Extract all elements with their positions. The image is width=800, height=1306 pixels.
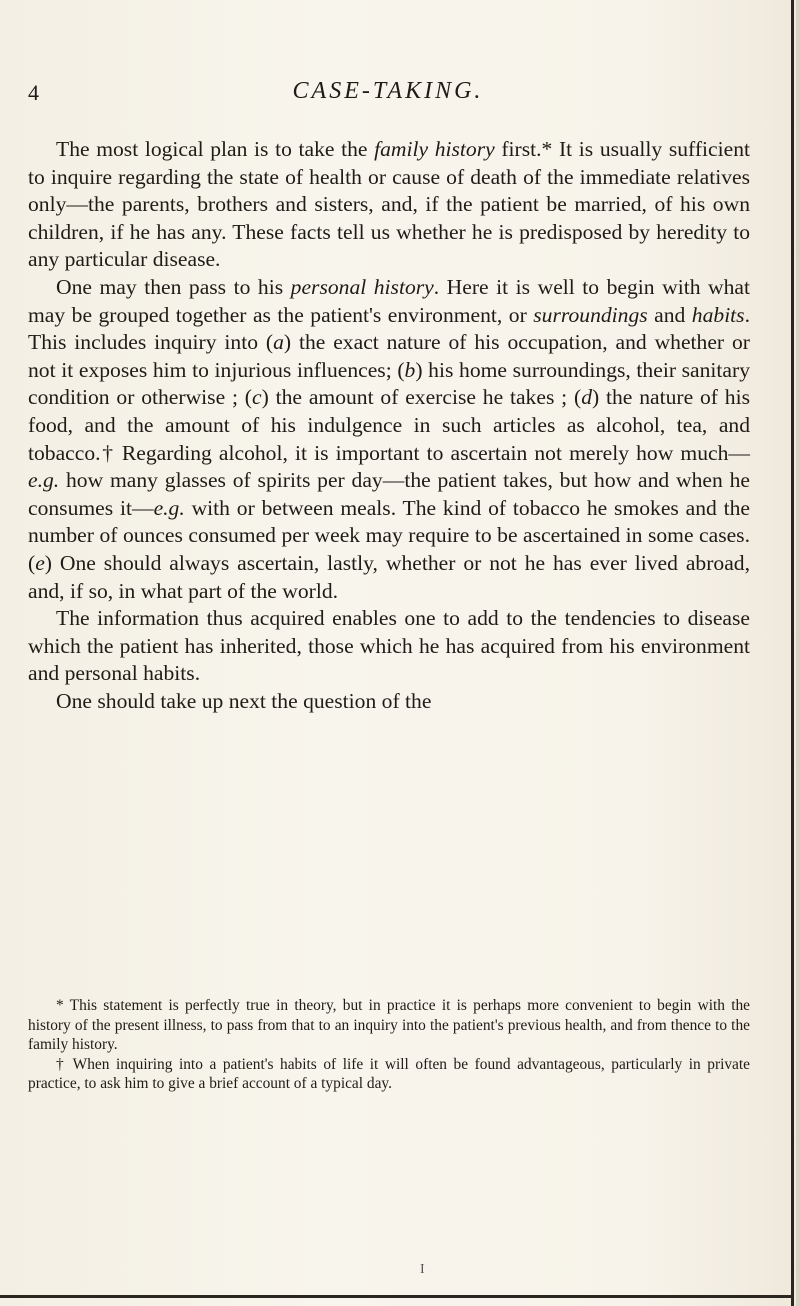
italic-run: a [273,330,284,355]
text-run: ) One should always ascertain, lastly, whether or not he has ever lived abroad, and, if so, in what part of the world. [28,550,750,603]
text-run: The most logical plan is to take the [56,137,375,161]
text-run: ) his home surroundings, their sanitary condition or otherwise ; ( [28,357,751,410]
text-run: The information thus acquired enables one to add to the tendencies to disease which the patient has inherited, those which he has acquired from his environment and personal habits. [28,606,750,686]
italic-run: e [35,550,45,575]
footnote-1: * This statement is perfectly true in theory, but in practice it is perhaps more convenient to begin with the history of the present illness, to pass from that to an inquiry into the patient's previous health, and from thence to the family history. [28,997,750,1054]
page-edge-shadow [796,0,800,1306]
text-run: with or between meals. The kind of tobacco he smokes and the number of ounces consumed per week may require to be ascertained in some cases. ( [28,495,751,575]
italic-run: family history [374,137,495,161]
italic-run: c [252,385,262,410]
running-title: CASE-TAKING. [292,78,484,104]
italic-run: e.g. [153,495,185,520]
text-run: . Here it is well to begin with what may be grouped together as the patient's environment, or [28,274,750,327]
italic-run: e.g. [28,468,60,493]
paragraph-2 [28,274,750,605]
italic-run: habits [691,302,745,327]
paragraph-3 [28,605,750,688]
text-run: first.* It is usually sufficient to inquire regarding the state of health or cause of death of the immediate relatives only—the parents, brothers and sisters, and, if the patient be married, of his own children, if he has any. These facts tell us whether he is predisposed by heredity to any particular disease. [28,137,750,272]
paragraph-4 [28,688,750,716]
page-number: 4 [28,80,39,105]
body-text [28,136,750,715]
paragraph-1 [28,136,750,274]
text-run: ) the amount of exercise he takes ; ( [261,385,582,410]
italic-run: surroundings [533,302,648,327]
page-edge-right [791,0,794,1306]
signature-mark: I [420,1262,425,1277]
running-header [28,78,748,118]
page-edge-bottom [0,1295,792,1298]
text-run: . This includes inquiry into ( [28,302,750,355]
text-run: how many glasses of spirits per day—the patient takes, but how and when he consumes it— [28,468,750,520]
italic-run: d [581,385,592,410]
text-run: and [647,302,692,327]
italic-run: b [404,357,416,382]
text-run: One should take up next the question of the [56,688,432,713]
footnote-2: † When inquiring into a patient's habits of life it will often be found advantageous, particularly in private practice, to ask him to give a brief account of a typical day. [28,1055,750,1093]
italic-run: personal history [290,274,434,299]
text-run: ) the nature of his food, and the amount of his indulgence in such articles as alcohol, tea, and tobacco.† Regarding alcohol, it is important to ascertain not merely how much— [28,385,750,465]
text-run: One may then pass to his [56,274,291,299]
footnotes [28,996,750,1094]
text-run: ) the exact nature of his occupation, and whether or not it exposes him to injurious influences; ( [28,330,750,382]
